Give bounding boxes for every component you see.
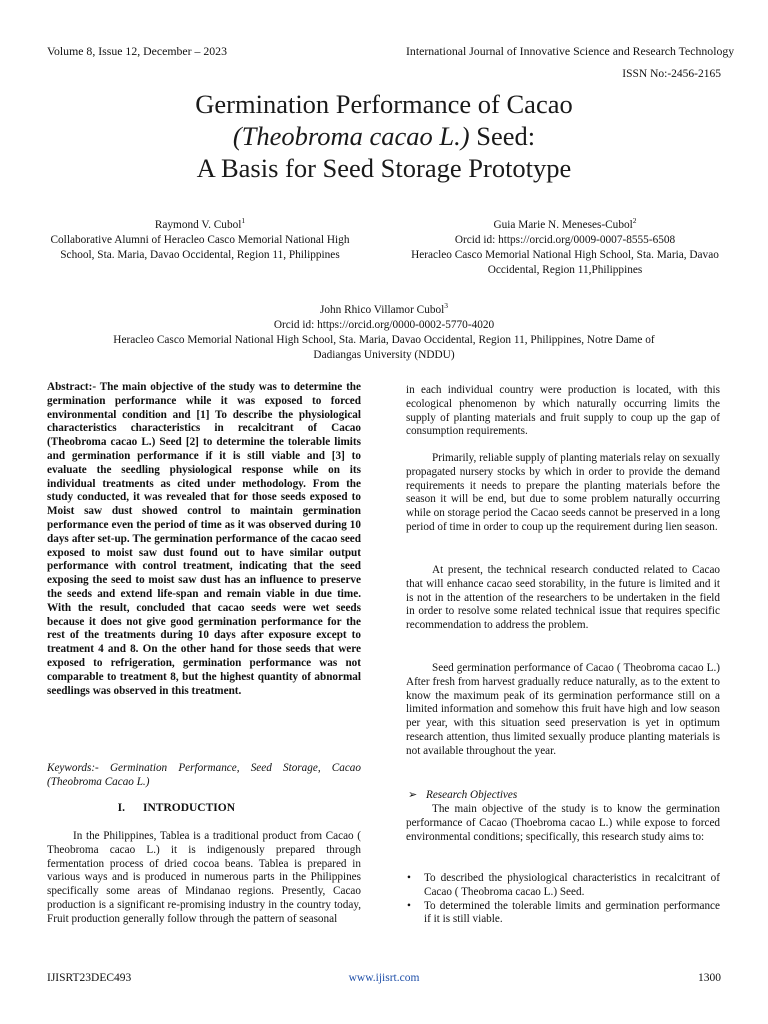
author-3-name: John Rhico Villamor Cubol	[319, 303, 445, 316]
title-line-2	[0, 120, 768, 152]
list-item-text: To described the physiological characteristics in recalcitrant of Cacao ( Theobroma cacao L.) Seed.	[424, 872, 720, 898]
paragraph-text: The main objective of the study is to know the germination performance of Cacao (Thoebroma cacao L.) while expose to forced environmental conditions; specifically, this research study aims to:	[406, 803, 720, 843]
keywords-text: Keywords:- Germination Performance, Seed Storage, Cacao (Theobroma Cacao L.)	[47, 762, 361, 788]
list-item-text: To determined the tolerable limits and germination performance if it is still viable.	[424, 899, 720, 926]
research-objectives-heading	[406, 789, 722, 803]
section-number: I.	[117, 802, 125, 814]
bullet-icon: •	[407, 899, 411, 912]
article-id: IJISRT23DEC493	[47, 972, 132, 984]
abstract-text: Abstract:- The main objective of the study was to determine the germination performance while it was exposed to forced environmental condition and [1] To describe the physiological characteristics characteristics in recalcitrant of Cacao (Theobroma cacao L.) Seed [2] to determine the tolerable limits and germination performance if it is still viable and [3] to evaluate the seedling physiological response while on its individual treatments as cited under methodology. From the study conducted, it was revealed that for those seeds exposed to Moist saw dust showed control to maintain germination performance even the period of time as it was observed during 10 days after set-up. The germination performance of the cacao seed exposed to moist saw dust found out to have similar output performance with control treatment, indicating that the seed exposing the seed to moist saw dust has an influence to preserve the seeds and extend life-span and remain viable in due time. With the result, concluded that cacao seeds were wet seeds because it does not give good germination performance for the rest of the treatments during 10 days after exposure except to treatment 4 and 8. On the other hand for those seeds that were exposed to refrigeration, germination performance was not comparable to treatment 8, but the highest quantity of abnormal seedlings was observed in this treatment.	[47, 381, 361, 697]
author-3	[110, 298, 658, 363]
page-number: 1300	[698, 972, 721, 984]
issn: ISSN No:-2456-2165	[622, 68, 721, 80]
title-species: (Theobroma cacao L.)	[232, 121, 470, 151]
author-3-mark: 3	[444, 301, 449, 310]
author-2	[410, 213, 720, 278]
abstract	[47, 381, 361, 698]
author-2-mark: 2	[632, 216, 637, 225]
right-paragraph-1	[406, 384, 720, 439]
paper-title	[0, 88, 768, 184]
introduction	[47, 830, 361, 927]
author-2-orcid: Orcid id: https://orcid.org/0009-0007-8555-6508	[454, 233, 676, 246]
list-item	[406, 900, 720, 928]
research-objectives-label: Research Objectives	[426, 789, 518, 801]
author-2-affiliation: Heracleo Casco Memorial National High School, Sta. Maria, Davao Occidental, Region 11,Philippines	[411, 248, 719, 276]
journal-name: International Journal of Innovative Science and Research Technology	[406, 44, 735, 58]
intro-paragraph: In the Philippines, Tablea is a traditional product from Cacao ( Theobroma cacao L.) it is indigenously prepared through fermentation process of dried cocoa beans. Tablea is prepared in various ways and is produced in numerous parts in the Philippines specifically some areas of Mindanao regions. Presently, Cacao production is a significant re-promising industry in the country today, Fruit production generally follow through the pattern of seasonal	[47, 830, 361, 925]
paragraph-text: in each individual country were production is located, with this ecological phenomenon by which naturally occurring limits the supply of planting materials and fruit supply to coup up the gap of consumption requirements.	[406, 384, 720, 438]
keywords	[47, 762, 361, 790]
author-1-affiliation: Collaborative Alumni of Heracleo Casco Memorial National High School, Sta. Maria, Davao Occidental, Region 11, Philippines	[50, 233, 350, 261]
author-2-name: Guia Marie N. Meneses-Cubol	[493, 218, 633, 231]
author-3-orcid: Orcid id: https://orcid.org/0000-0002-5770-4020	[273, 318, 495, 331]
right-paragraph-4	[406, 662, 720, 759]
journal-website-link[interactable]: www.ijisrt.com	[348, 972, 420, 984]
objectives-list	[406, 872, 720, 927]
journal-volume: Volume 8, Issue 12, December – 2023	[47, 44, 227, 58]
paragraph-text: Seed germination performance of Cacao ( Theobroma cacao L.) After fresh from harvest gradually reduce naturally, as to the extent to know the maximum peak of its germination performance still on a limited information and somehow this fruit have high and low season per year, with this situation seed preservation is yet in optimum research attention, thus limited sexually produce planting materials is not available throughout the year.	[406, 662, 720, 757]
right-paragraph-5	[406, 803, 720, 844]
title-line-1: Germination Performance of Cacao	[195, 89, 573, 119]
title-line-2-rest: Seed:	[469, 121, 536, 151]
right-paragraph-2	[406, 452, 720, 535]
title-line-3: A Basis for Seed Storage Prototype	[196, 153, 572, 183]
paragraph-text: Primarily, reliable supply of planting materials relay on sexually propagated nursery stocks by which in order to provide the demand requirements it needs to prepare the planting materials before the season it will be end, but due to some problem naturally occurring while on storage period the Cacao seeds cannot be preserved in a long period of time in order to coup up the requirement during lien season.	[406, 452, 720, 533]
author-1	[40, 213, 360, 263]
author-1-name: Raymond V. Cubol	[154, 218, 242, 231]
author-3-affiliation: Heracleo Casco Memorial National High School, Sta. Maria, Davao Occidental, Region 11, Philippines, Notre Dame of Dadiangas University (NDDU)	[113, 333, 655, 361]
list-item	[406, 872, 720, 900]
arrow-bullet-icon: ➢	[408, 789, 418, 801]
right-paragraph-3	[406, 564, 720, 633]
section-heading	[47, 802, 361, 816]
bullet-icon: •	[407, 872, 411, 884]
section-label: INTRODUCTION	[143, 802, 236, 814]
author-1-mark: 1	[241, 216, 246, 225]
paragraph-text: At present, the technical research conducted related to Cacao that will enhance cacao seed storability, in the future is limited and it is not in the attention of the researchers to be undertaken in the field in order to resolve some related technical issue that requires specific recommendation to address the problem.	[406, 564, 720, 632]
